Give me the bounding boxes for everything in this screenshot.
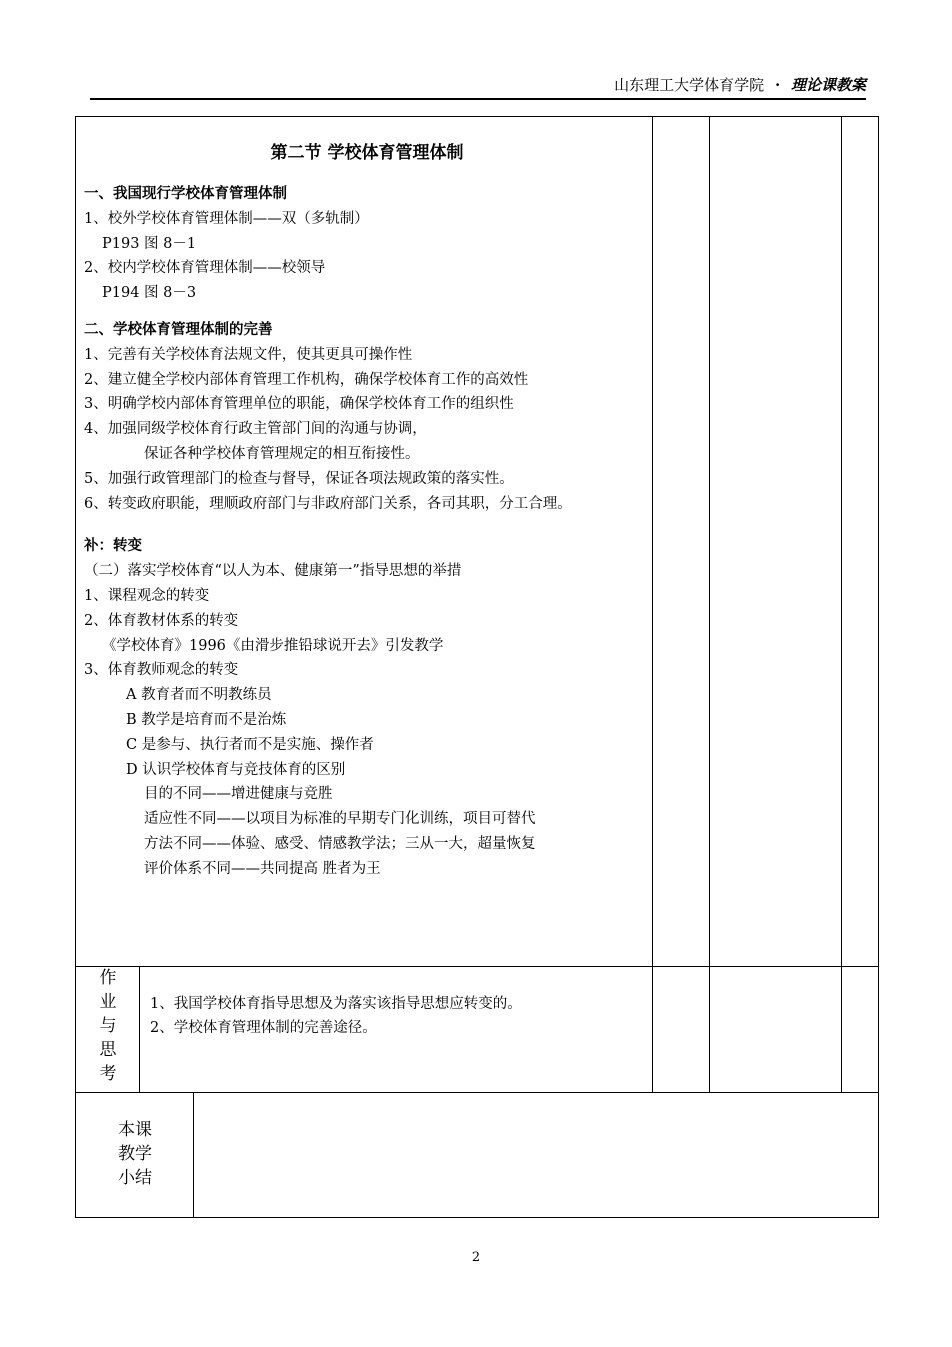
summary-label: 本课 教学 小结 [118,1120,152,1188]
content-line: 《学校体育》1996《由滑步推铅球说开去》引发教学 [102,637,444,654]
content-line: 6、转变政府职能，理顺政府部门与非政府部门关系，各司其职，分工合理。 [84,495,572,512]
course-type: 理论课教案 [790,76,866,94]
content-line: P193 图 8－1 [102,235,197,252]
content-line: A 教育者而不明教练员 [126,687,272,704]
header-separator: · [774,76,781,94]
content-line: D 认识学校体育与竞技体育的区别 [126,761,346,778]
content-line: 适应性不同——以项目为标准的早期专门化训练，项目可替代 [144,811,536,828]
content-line: 2、体育教材体系的转变 [84,612,239,629]
content-line: 5、加强行政管理部门的检查与督导，保证各项法规政策的落实性。 [84,470,514,487]
homework-item: 1、我国学校体育指导思想及为落实该指导思想应转变的。 [150,996,522,1012]
column-divider-2 [709,116,710,1093]
content-line: （二）落实学校体育“以人为本、健康第一”指导思想的举措 [84,563,462,580]
content-line: B 教学是培育而不是治炼 [126,711,287,728]
content-line: P194 图 8－3 [102,285,197,302]
content-line: 2、校内学校体育管理体制——校领导 [84,260,326,277]
content-line: 1、校外学校体育管理体制——双（多轨制） [84,210,369,227]
row-divider-homework [75,966,879,967]
summary-table [75,1092,879,1218]
content-line: 1、完善有关学校体育法规文件，使其更具可操作性 [84,346,413,363]
lesson-content [84,138,650,882]
content-line: 3、体育教师观念的转变 [84,662,239,679]
homework-content [150,992,650,1040]
content-line: 评价体系不同——共同提高 胜者为王 [144,860,381,877]
content-line: 4、加强同级学校体育行政主管部门间的沟通与协调， [84,421,427,438]
content-line: C 是参与、执行者而不是实施、操作者 [126,736,374,753]
homework-label: 作 业 与 思 考 [99,968,117,1084]
homework-item: 2、学校体育管理体制的完善途径。 [150,1020,377,1036]
school-name: 山东理工大学体育学院 [614,76,765,94]
page-number: 2 [471,1250,481,1265]
column-divider-1 [652,116,653,1093]
content-line: 保证各种学校体育管理规定的相互衔接性。 [144,445,420,462]
section-title: 第二节 学校体育管理体制 [270,143,464,163]
page-header [90,72,866,100]
content-line: 目的不同——增进健康与竞胜 [144,786,333,803]
part1-heading: 一、我国现行学校体育管理体制 [84,186,287,202]
content-line: 3、明确学校内部体育管理单位的职能，确保学校体育工作的组织性 [84,396,514,413]
part3-heading: 补：转变 [84,538,142,555]
column-divider-3 [841,116,842,1093]
content-line: 1、课程观念的转变 [84,587,210,604]
content-line: 方法不同——体验、感受、情感教学法；三从一大，超量恢复 [144,835,536,852]
part2-heading: 二、学校体育管理体制的完善 [84,321,273,338]
content-line: 2、建立健全学校内部体育管理工作机构，确保学校体育工作的高效性 [84,371,529,388]
